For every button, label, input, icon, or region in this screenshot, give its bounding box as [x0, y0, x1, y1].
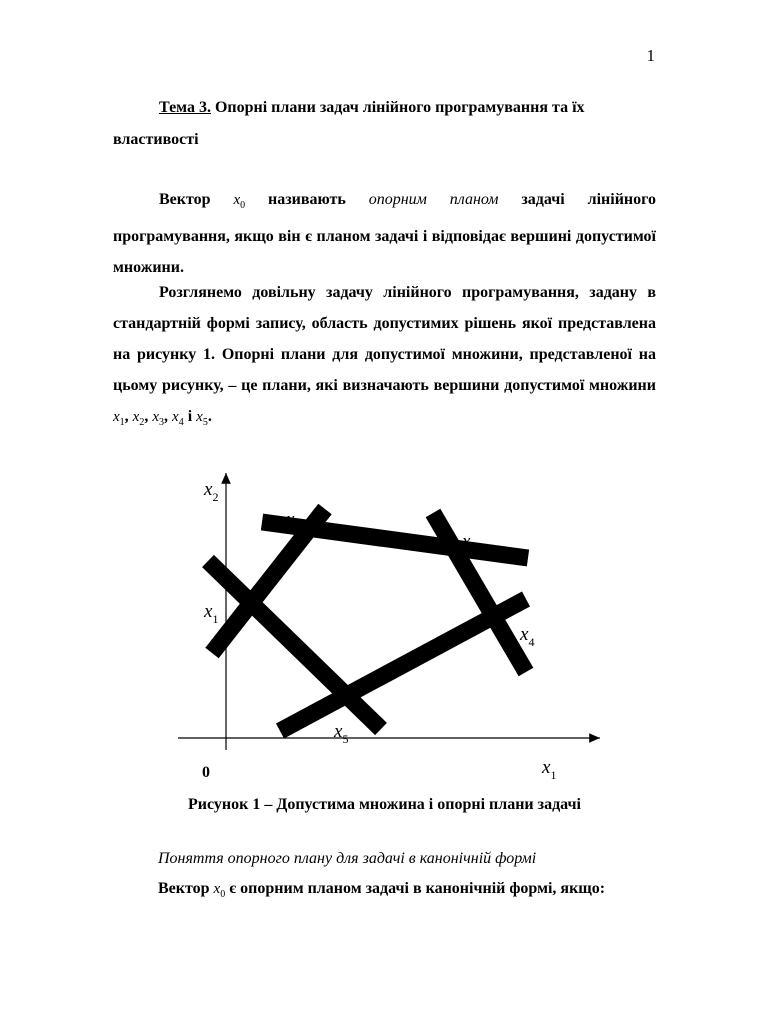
vertex-label-x2: $x_2$ [286, 509, 301, 534]
origin-label: 0 [202, 764, 210, 781]
vertex-x1: $x_1$ [113, 409, 125, 428]
canonical-form-statement: Вектор $x_0$ є опорним планом задачі в канонічній формі, якщо: [158, 880, 606, 900]
vertex-label-x1: $x_1$ [204, 601, 219, 626]
axis-y-label: $x_2$ [204, 479, 219, 504]
explanation-paragraph: Розглянемо довільну задачу лінійного програмування, задану в стандартній формі запису, область допустимих рішень якої представлена на рисунку 1. Опорні плани для допустимої множини, представленої на цьому рисунку, – це плани, які визначають вершини допустимої множини $x_1$, $x_2$, $x_3$, $x_4$ і $x_5$. [113, 284, 656, 428]
topic-text: Опорні плани задач лінійного програмування та їх властивості [113, 99, 585, 148]
constraint-line-left [208, 561, 381, 729]
definition-text-1: Вектор [159, 191, 234, 208]
figure-caption: Рисунок 1 – Допустима множина і опорні плани задачі [188, 796, 581, 813]
defined-term: опорним планом [368, 191, 499, 208]
topic-label: Тема 3. [159, 99, 211, 116]
vertex-x4: $x_4$ [172, 409, 184, 428]
vertex-x3: $x_3$ [152, 409, 165, 428]
vertex-x5: $x_5$ [196, 409, 208, 428]
vector-x0: $x_0$ [233, 192, 246, 211]
page-number: 1 [646, 46, 655, 65]
definition-paragraph [113, 184, 656, 283]
page-title [113, 92, 656, 156]
vertex-label-x4: $x_4$ [520, 624, 535, 649]
feasible-region-figure [170, 465, 610, 785]
section-subheading: Поняття опорного плану для задачі в канонічній формі [158, 850, 537, 867]
explanation-text: Розглянемо довільну задачу лінійного програмування, задану в стандартній формі запису, область допустимих рішень якої представлена на рисунку 1. Опорні плани для допустимої множини, представленої на цьому рисунку, – це плани, які визначають вершини допустимої множини [113, 284, 656, 394]
vertex-label-x5: $x_5$ [334, 721, 349, 746]
vector-x0-canonical: $x_0$ [213, 881, 226, 900]
vertex-label-x3: $x_3$ [462, 531, 477, 556]
definition-text-2: називають [245, 191, 369, 208]
definition-text-3: задачі лінійного програмування, якщо він є планом задачі і відповідає вершині допустимої множини. [113, 191, 657, 276]
axis-x-label: $x_1$ [542, 757, 557, 782]
vertex-x2: $x_2$ [132, 409, 145, 428]
